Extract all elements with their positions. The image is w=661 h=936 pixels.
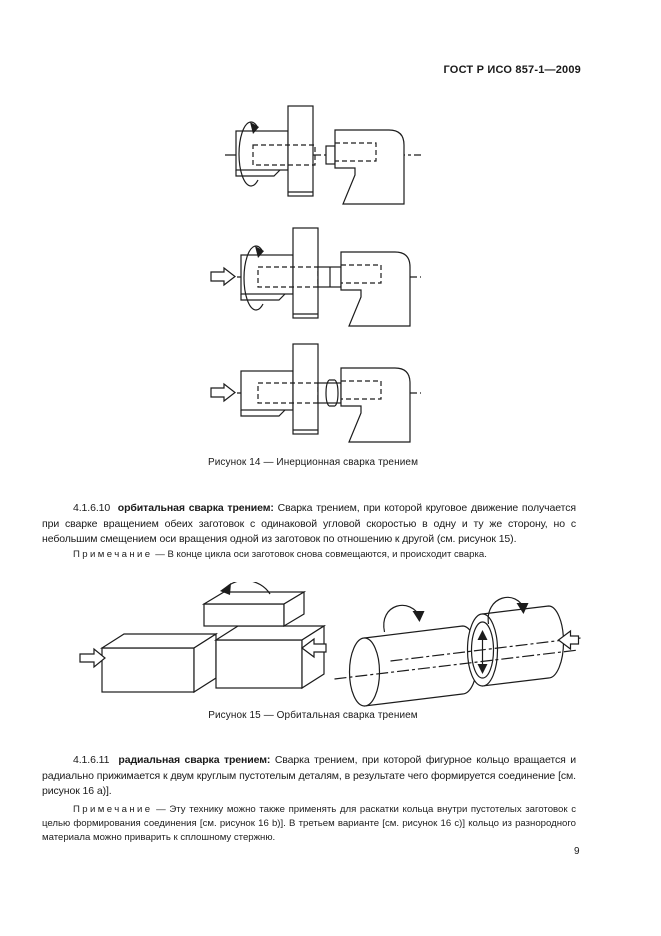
spindle-chuck: [236, 131, 288, 170]
clause-number: 4.1.6.10: [73, 502, 111, 514]
note-text: — В конце цикла оси заготовок снова совмещаются, и происходит сварка.: [155, 549, 487, 560]
document-code-header: ГОСТ Р ИСО 857-1—2009: [443, 64, 581, 76]
force-arrow-icon: [211, 268, 235, 285]
page-number: 9: [574, 846, 580, 857]
clause-definition: Сварка трением, при которой фигурное кольцо вращается и радиально прижимается к двум круглым пустотелым деталям, в результате чего формируется соединение [см. рисунок 16 а)].: [42, 754, 576, 797]
note-text: — Эту технику можно также применять для раскатки кольца внутри пустотелых заготовок с целью формирования соединения [см. рисунок 16 b)]. В третьем варианте [см. рисунок 16 c)] кольцо из разнородного материала можно приварить к сплошному стержню.: [42, 804, 576, 843]
tailstock-block: [341, 368, 410, 442]
clause-definition: Сварка трением, при которой круговое движение получается при сварке вращением обеих заготовок с одинаковой угловой скоростью в одну и ту же сторону, но с небольшим смещением оси вращения одной из заготовок по отношению к другой (см. рисунок 15).: [42, 502, 576, 545]
figure14-stage3-diagram: [202, 336, 434, 454]
clause-4-1-6-10: [42, 501, 576, 548]
left-cylinder-body: [365, 626, 478, 706]
left-cylinder-face: [350, 638, 380, 706]
spindle-chuck: [241, 255, 293, 294]
clause-term: орбитальная сварка трением:: [117, 502, 274, 514]
tailstock-block: [335, 130, 404, 204]
right-block-front: [216, 640, 302, 688]
figure15-cylinders-diagram: [330, 584, 585, 714]
left-block-front: [102, 648, 194, 692]
figure15-blocks-diagram: [74, 582, 332, 712]
note-label: Примечание: [73, 549, 153, 560]
spindle-chuck: [241, 371, 293, 410]
figure-14-caption: Рисунок 14 — Инерционная сварка трением: [207, 457, 419, 468]
figure14-stage2-diagram: [202, 220, 434, 338]
clause-number: 4.1.6.11: [73, 754, 110, 766]
flywheel-disc: [293, 344, 318, 434]
rotation-arrow-left-icon: [384, 605, 421, 632]
upper-block-front: [204, 604, 284, 626]
bar-stub: [326, 146, 335, 164]
figure-15-caption: Рисунок 15 — Орбитальная сварка трением: [208, 710, 418, 721]
clause-term: радиальная сварка трением:: [118, 754, 271, 766]
force-arrow-left-icon: [80, 649, 105, 667]
figure14-stage1-diagram: [202, 98, 434, 216]
clause-4-1-6-10-note: [42, 548, 576, 562]
flywheel-disc: [293, 228, 318, 318]
force-arrow-icon: [211, 384, 235, 401]
clause-4-1-6-11-note: [42, 803, 576, 844]
chuck-lip: [241, 410, 285, 416]
note-label: Примечание: [73, 804, 153, 815]
clause-4-1-6-11: [42, 753, 576, 800]
flywheel-disc: [288, 106, 313, 196]
tailstock-block: [341, 252, 410, 326]
rotation-arrowhead-left: [413, 611, 425, 622]
